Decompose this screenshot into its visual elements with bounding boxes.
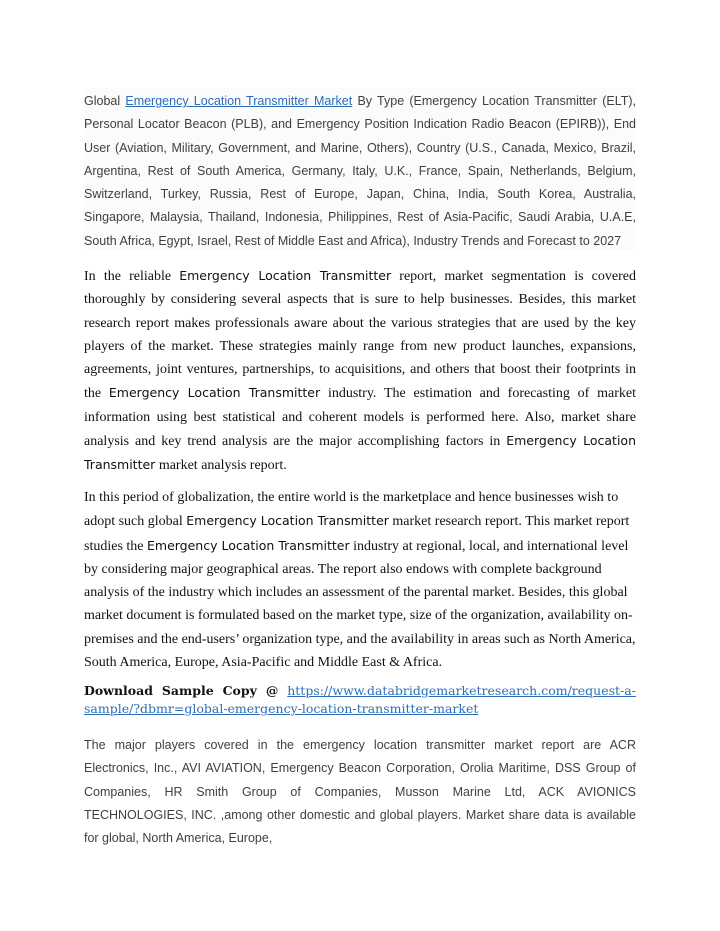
download-row xyxy=(84,682,636,700)
intro-prefix: Global xyxy=(84,94,126,108)
major-players-paragraph: The major players covered in the emergency location transmitter market report are ACR Electronics, Inc., AVI AVIATION, Emergency Beacon Corporation, Orolia Maritime, DSS Group of Companies, HR Smith Group of Companies, Musson Marine Ltd, ACK AVIONICS TECHNOLOGIES, INC. ,among other domestic and global players. Market share data is available for global, North America, Europe, xyxy=(84,738,636,846)
globalization-paragraph xyxy=(84,486,636,674)
report-title-paragraph xyxy=(84,88,636,250)
para2-keyword-2: Emergency Location Transmitter xyxy=(108,385,321,401)
para2-text-1: In the reliable xyxy=(84,269,180,284)
segmentation-paragraph xyxy=(84,264,636,478)
para2-keyword-1: Emergency Location Transmitter xyxy=(179,268,392,283)
para2-text-2: report, market segmentation is covered thoroughly by considering several aspects that is sure to help businesses. Besides, this market research report makes professionals aware about the various strategies that are used by the key players of the market. These strategies mainly range from new product launches, expansions, agreements, joint ventures, partnerships, to acquisitions, and others that boost their footprints in the xyxy=(84,269,636,402)
sample-link-line-1[interactable]: https://www.databridgemarketresearch.com/request-a- xyxy=(287,683,636,698)
para3-text-2: market research report. This market report studies the xyxy=(84,514,630,554)
para3-text-1: In this period of globalization, the entire world is the marketplace and hence businesses wish to adopt such global xyxy=(84,490,619,530)
download-word: Download xyxy=(84,683,153,698)
at-symbol: @ xyxy=(265,683,279,698)
para3-keyword-1: Emergency Location Transmitter xyxy=(186,513,389,529)
sample-word: Sample xyxy=(161,683,214,698)
para2-text-4: market analysis report. xyxy=(155,458,287,474)
download-sample-block xyxy=(84,682,636,718)
para2-keyword-3: Emergency Location Transmitter xyxy=(84,433,637,473)
intro-suffix: By Type (Emergency Location Transmitter (ELT), Personal Locator Beacon (PLB), and Emergency Position Indication Radio Beacon (EPIRB)), End User (Aviation, Military, Government, and Marine, Others), Country (U.S., Canada, Mexico, Brazil, Argentina, Rest of South America, Germany, Italy, U.K., France, Spain, Netherlands, Belgium, Switzerland, Turkey, Russia, Rest of Europe, Japan, China, India, South Korea, Australia, Singapore, Malaysia, Thailand, Indonesia, Philippines, Rest of Asia-Pacific, Saudi Arabia, U.A.E, South Africa, Egypt, Israel, Rest of Middle East and Africa), Industry Trends and Forecast to 2027 xyxy=(84,94,636,248)
para3-text-3: industry at regional, local, and international level by considering major geographical areas. The report also endows with complete background analysis of the industry which includes an assessment of the parental market. Besides, this global market document is formulated based on the market type, size of the organization, availability on-premises and the end-users’ organization type, and the availability in areas such as North America, South America, Europe, Asia-Pacific and Middle East & Africa. xyxy=(84,538,636,671)
para2-text-3: industry. The estimation and forecasting of market information using best statistical and coherent models is performed here. Also, market share analysis and key trend analysis are the major accomplishing factors in xyxy=(84,386,636,450)
sample-link-line-2-row xyxy=(84,700,636,718)
para3-keyword-2: Emergency Location Transmitter xyxy=(147,537,350,553)
market-link[interactable]: Emergency Location Transmitter Market xyxy=(125,94,353,108)
sample-link-line-2[interactable]: sample/?dbmr=global-emergency-location-transmitter-market xyxy=(84,701,479,716)
copy-word: Copy xyxy=(222,683,257,698)
